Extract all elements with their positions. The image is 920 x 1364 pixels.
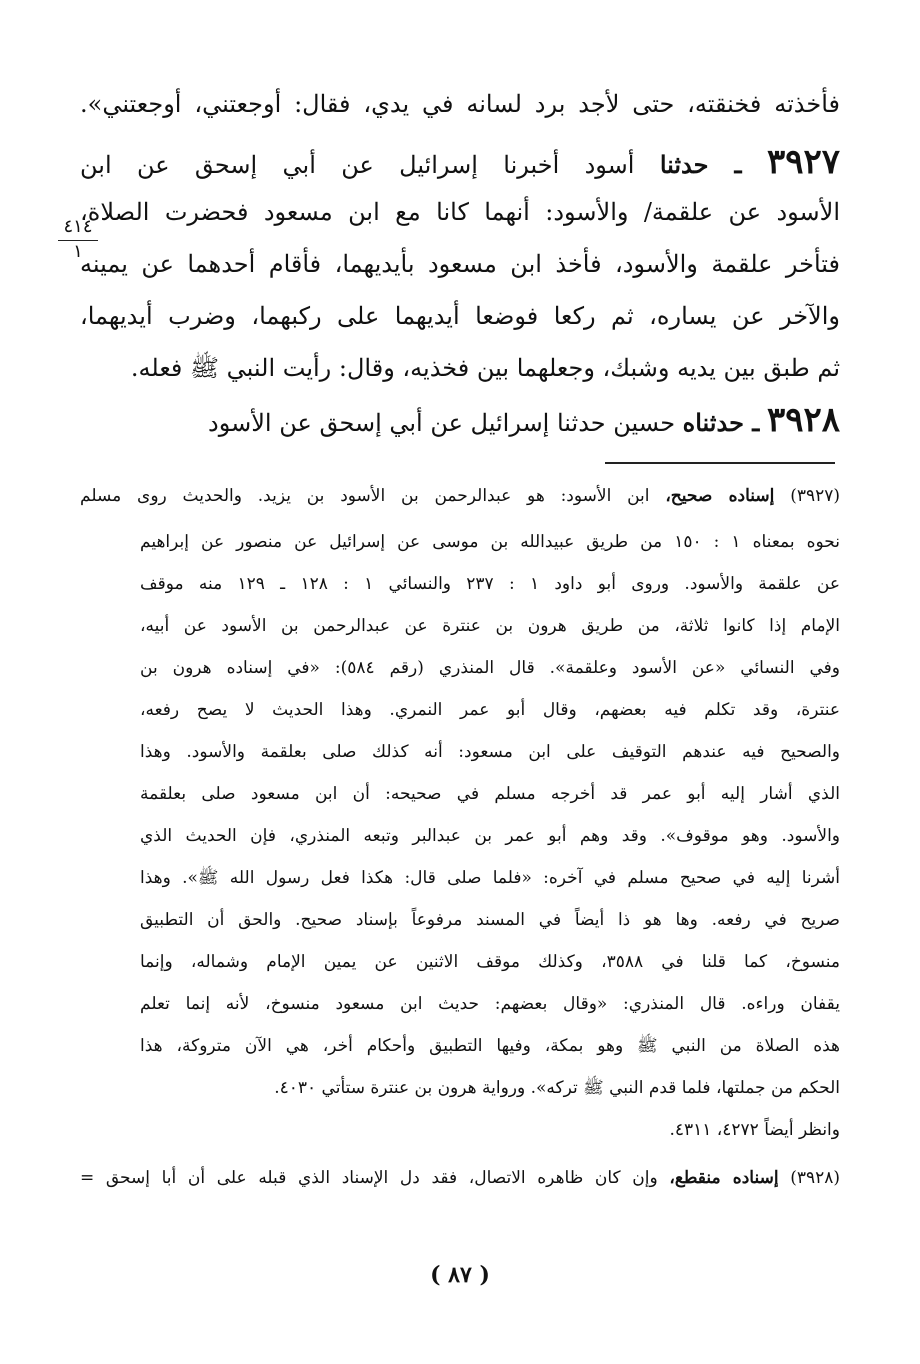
footnote-3927-label: (٣٩٢٧) xyxy=(790,486,840,506)
footnote-3927-line: وانظر أيضاً ٤٢٧٢، ٤٣١١. xyxy=(669,1120,840,1140)
hadith-3928-chain: حسين حدثنا إسرائيل عن أبي إسحق عن الأسود xyxy=(208,409,676,437)
hadith-3927-chain: أسود أخبرنا إسرائيل عن أبي إسحق عن ابن xyxy=(80,151,635,179)
footnote-3927-line: عن علقمة والأسود. وروى أبو داود ١ : ٢٣٧ والنسائي ١ : ١٢٨ ـ ١٢٩ منه موقف xyxy=(140,574,840,594)
footnote-3927-line: أشرنا إليه في صحيح مسلم في آخره: «فلما صلى قال: هكذا فعل رسول الله ﷺ». وهذا xyxy=(140,868,840,888)
hadith-3927-line-2: الأسود عن علقمة/ والأسود: أنهما كانا مع ابن مسعود فحضرت الصلاة، xyxy=(80,198,840,226)
footnote-3928-label: (٣٩٢٨) xyxy=(790,1168,840,1188)
hadith-number-3928: ٣٩٢٨ xyxy=(766,400,840,440)
hadith-3927-line-5: ثم طبق بين يديه وشبك، وجعلهما بين فخذيه، وقال: رأيت النبي ﷺ فعله. xyxy=(130,354,840,382)
footnote-3928-head: إسناده منقطع، xyxy=(669,1168,779,1188)
hadith-3928-line-1 xyxy=(80,394,840,446)
footnote-3928-line-1 xyxy=(80,1158,840,1198)
main-text-line-1: فأخذته فخنقته، حتى لأجد برد لسانه في يدي، فقال: أوجعتني، أوجعتني». xyxy=(80,90,840,118)
footnote-3927-line: هذه الصلاة من النبي ﷺ وهو بمكة، وفيها التطبيق وأحكام أخر، هي الآن متروكة، هذا xyxy=(140,1036,840,1056)
footnote-3927-line: يقفان وراءه. قال المنذري: «وقال بعضهم: حديث ابن مسعود منسوخ، لأنه إنما تعلم xyxy=(140,994,840,1014)
hadith-3927-line-3: فتأخر علقمة والأسود، فأخذ ابن مسعود بأيديهما، فأقام أحدهما عن يمينه xyxy=(80,250,840,278)
footnote-3927-line: منسوخ، كما قلنا في ٣٥٨٨، وكذلك موقف الاثنين عن يمين الإمام وشماله، وإنما xyxy=(140,952,840,972)
footnote-3927-line: عنترة، وقد تكلم فيه بعضهم، وقال أبو عمر النمري. وهذا الحديث لا يصح رفعه، xyxy=(140,700,840,720)
hadith-3927-intro: ـ حدثنا xyxy=(659,150,742,179)
hadith-3928-intro: ـ حدثناه xyxy=(682,408,760,437)
footnote-3927-line: الإمام إذا كانوا ثلاثة، من طريق هرون بن عنترة عن عبدالرحمن بن الأسود عن أبيه، xyxy=(140,616,840,636)
footnote-3927-line: الحكم من جملتها، فلما قدم النبي ﷺ تركه». ورواية هرون بن عنترة ستأتي ٤٠٣٠. xyxy=(274,1078,840,1098)
footnote-3927-line: والصحيح فيه عندهم التوقيف على ابن مسعود: أنه كذلك صلى بعلقمة والأسود. وهذا xyxy=(140,742,840,762)
footnote-3927-line: نحوه بمعناه ١ : ١٥٠ من طريق عبيدالله بن موسى عن إسرائيل عن منصور عن إبراهيم xyxy=(140,532,840,552)
hadith-3927-line-1 xyxy=(80,136,840,188)
footnote-3927-line-1 xyxy=(80,476,840,516)
margin-reference-volume: ٤١٤ xyxy=(58,216,98,241)
page-number: ( ٨٧ ) xyxy=(430,1262,490,1288)
footnote-3927-head: إسناده صحيح، xyxy=(665,486,775,506)
footnote-3927-line: صريح في رفعه. وها هو ذا أيضاً في المسند مرفوعاً بإسناد صحيح. والحق أن التطبيق xyxy=(140,910,840,930)
footnote-3927-line: وفي النسائي «عن الأسود وعلقمة». قال المنذري (رقم ٥٨٤): «في إسناده هرون بن xyxy=(140,658,840,678)
hadith-number-3927: ٣٩٢٧ xyxy=(766,142,840,182)
footnote-3927-line: الذي أشار إليه أبو عمر قد أخرجه مسلم في صحيحه: أن ابن مسعود صلى بعلقمة xyxy=(140,784,840,804)
margin-reference-page: ١ xyxy=(73,241,83,262)
footnote-divider xyxy=(605,462,835,464)
footnote-3928-text: وإن كان ظاهره الاتصال، فقد دل الإسناد الذي قبله على أن أبا إسحق = xyxy=(80,1168,658,1188)
footnote-3927-text: ابن الأسود: هو عبدالرحمن بن الأسود بن يزيد. والحديث روى مسلم xyxy=(80,486,650,506)
hadith-3927-line-4: والآخر عن يساره، ثم ركعا فوضعا أيديهما على ركبهما، وضرب أيديهما، xyxy=(80,302,840,330)
footnote-3927-line: والأسود. وهو موقوف». وقد وهم أبو عمر بن عبدالبر وتبعه المنذري، فإن الحديث الذي xyxy=(140,826,840,846)
margin-reference xyxy=(58,216,98,263)
